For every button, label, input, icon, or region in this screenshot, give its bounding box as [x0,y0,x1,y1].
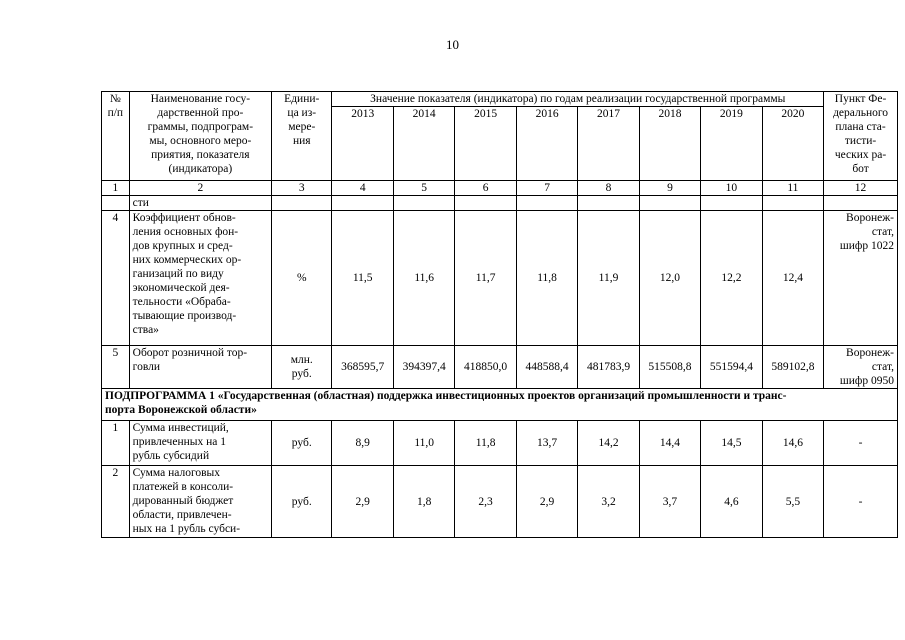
continuation-text: сти [129,196,271,211]
empty-cell [516,196,577,211]
header-year-2016: 2016 [516,107,577,181]
table-row [102,346,898,389]
indicator-value: 448588,4 [516,346,577,389]
empty-cell [639,196,700,211]
header-year-2017: 2017 [578,107,639,181]
table-row [102,211,898,346]
subprogram-title: ПОДПРОГРАММА 1 «Государственная (областная) поддержка инвестиционных проектов организаций промышленности и транс- порта Воронежской области» [102,389,898,421]
indicator-value: 418850,0 [455,346,516,389]
column-number-cell: 12 [824,181,898,196]
column-numbers-row [102,181,898,196]
indicator-value: 14,6 [762,421,823,466]
header-row [102,92,898,107]
empty-cell [332,196,393,211]
plan-reference: Воронеж- стат, шифр 1022 [824,211,898,346]
indicator-value: 4,6 [701,466,762,538]
indicator-value: 368595,7 [332,346,393,389]
indicator-value: 14,5 [701,421,762,466]
indicator-unit: % [272,211,332,346]
empty-cell [824,196,898,211]
column-number-cell: 7 [516,181,577,196]
empty-cell [272,196,332,211]
indicator-value: 11,6 [393,211,454,346]
indicator-value: 12,0 [639,211,700,346]
empty-cell [701,196,762,211]
indicator-value: 551594,4 [701,346,762,389]
column-number-cell: 3 [272,181,332,196]
header-unit-cell: Едини- ца из- мере- ния [272,92,332,181]
column-number-cell: 8 [578,181,639,196]
empty-cell [578,196,639,211]
indicator-value: 11,9 [578,211,639,346]
indicator-name: Сумма инвестиций, привлеченных на 1 рубль субсидий [129,421,271,466]
indicator-value: 8,9 [332,421,393,466]
header-name-cell: Наименование госу- дарственной про- граммы, подпрограм- мы, основного меро- приятия, показателя (индикатора) [129,92,271,181]
page-number: 10 [446,37,459,52]
indicator-value: 481783,9 [578,346,639,389]
empty-cell [393,196,454,211]
empty-cell [762,196,823,211]
indicator-value: 2,9 [332,466,393,538]
table-row [102,466,898,538]
indicator-value: 3,7 [639,466,700,538]
indicator-value: 2,3 [455,466,516,538]
indicator-value: 14,4 [639,421,700,466]
indicator-value: 13,7 [516,421,577,466]
column-number-cell: 2 [129,181,271,196]
column-number-cell: 1 [102,181,130,196]
empty-cell [455,196,516,211]
row-number: 2 [102,466,130,538]
indicator-value: 12,2 [701,211,762,346]
header-year-2018: 2018 [639,107,700,181]
plan-reference: Воронеж- стат, шифр 0950 [824,346,898,389]
header-year-2014: 2014 [393,107,454,181]
indicator-value: 11,8 [455,421,516,466]
row-number: 5 [102,346,130,389]
row-number: 4 [102,211,130,346]
indicator-value: 11,8 [516,211,577,346]
header-year-2019: 2019 [701,107,762,181]
column-number-cell: 10 [701,181,762,196]
table-body [102,92,898,538]
indicators-table [101,91,898,538]
header-plan-cell: Пункт Фе- дерального плана ста- тисти- ческих ра- бот [824,92,898,181]
column-number-cell: 4 [332,181,393,196]
indicator-value: 589102,8 [762,346,823,389]
indicator-name: Оборот розничной тор- говли [129,346,271,389]
indicator-unit: руб. [272,421,332,466]
indicator-unit: руб. [272,466,332,538]
header-year-2020: 2020 [762,107,823,181]
indicator-value: 3,2 [578,466,639,538]
subprogram-row [102,389,898,421]
header-num-cell: № п/п [102,92,130,181]
header-year-2015: 2015 [455,107,516,181]
table-row [102,421,898,466]
empty-cell [102,196,130,211]
indicator-value: 1,8 [393,466,454,538]
header-year-2013: 2013 [332,107,393,181]
indicator-name: Коэффициент обнов- ления основных фон- дов крупных и сред- них коммерческих ор- ганизаций по виду экономической дея- тельности «Обраба- тывающие производ- ства» [129,211,271,346]
indicator-value: 11,5 [332,211,393,346]
indicator-value: 394397,4 [393,346,454,389]
column-number-cell: 9 [639,181,700,196]
column-number-cell: 6 [455,181,516,196]
indicator-value: 11,7 [455,211,516,346]
plan-reference: - [824,421,898,466]
plan-reference: - [824,466,898,538]
indicator-value: 515508,8 [639,346,700,389]
indicator-value: 5,5 [762,466,823,538]
row-number: 1 [102,421,130,466]
indicator-name: Сумма налоговых платежей в консоли- дированный бюджет области, привлечен- ных на 1 рубль субси- [129,466,271,538]
indicator-value: 11,0 [393,421,454,466]
indicator-value: 2,9 [516,466,577,538]
indicator-unit: млн. руб. [272,346,332,389]
column-number-cell: 5 [393,181,454,196]
indicator-value: 14,2 [578,421,639,466]
column-number-cell: 11 [762,181,823,196]
continuation-row [102,196,898,211]
header-values-title: Значение показателя (индикатора) по годам реализации государственной программы [332,92,824,107]
indicator-value: 12,4 [762,211,823,346]
